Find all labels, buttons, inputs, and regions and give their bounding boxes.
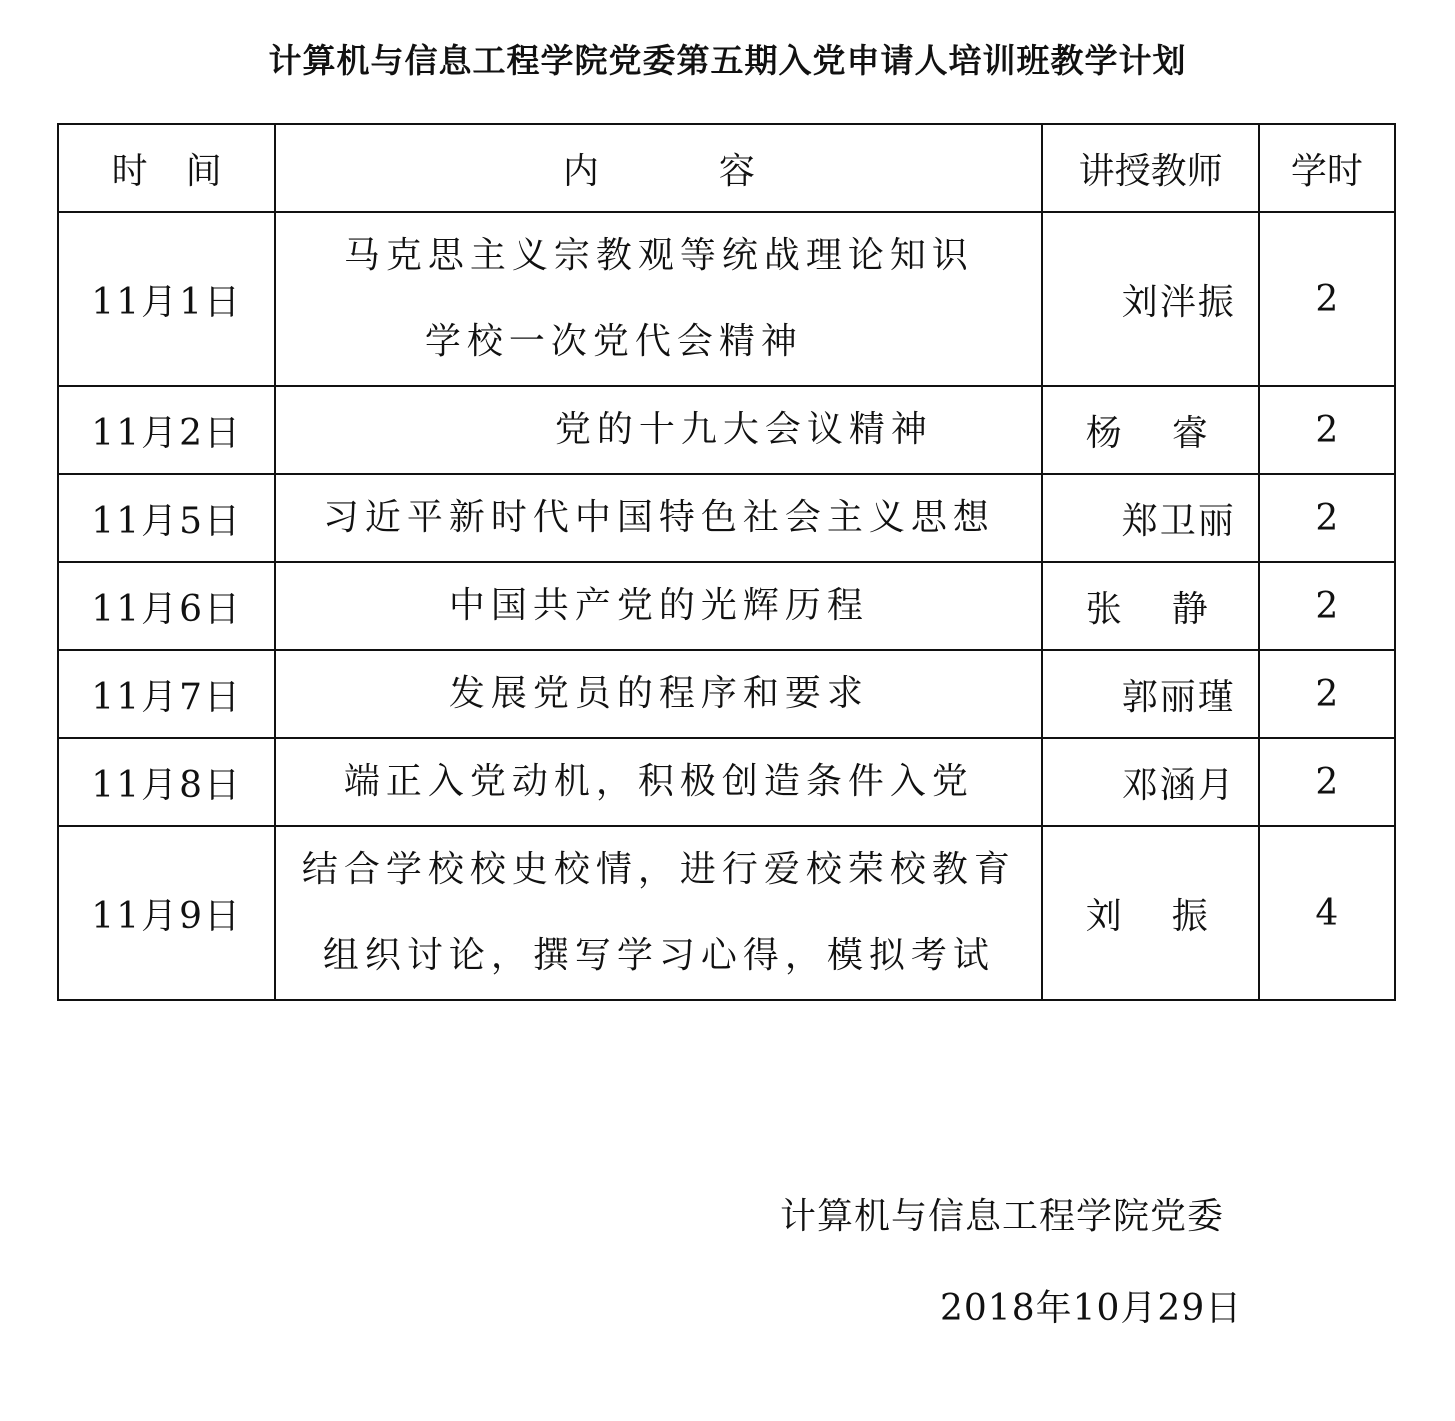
row-date: 11月8日 (58, 738, 275, 826)
header-date: 时间 (58, 124, 275, 212)
table-row (58, 386, 1395, 474)
teaching-plan-table (57, 123, 1396, 1001)
row-hours: 4 (1259, 826, 1395, 1000)
row-date: 11月1日 (58, 212, 275, 386)
row-date: 11月6日 (58, 562, 275, 650)
table-row (58, 474, 1395, 562)
row-hours: 2 (1259, 650, 1395, 738)
row-content (275, 650, 1042, 738)
header-teacher: 讲授教师 (1042, 124, 1258, 212)
row-hours: 2 (1259, 474, 1395, 562)
content-line: 端正入党动机，积极创造条件入党 (343, 761, 974, 802)
table-row (58, 738, 1395, 826)
content-line: 结合学校校史校情，进行爱校荣校教育 (301, 849, 1016, 890)
row-date: 11月7日 (58, 650, 275, 738)
content-line: 发展党员的程序和要求 (448, 673, 869, 714)
document-title: 计算机与信息工程学院党委第五期入党申请人培训班教学计划 (268, 41, 1187, 80)
row-hours: 2 (1259, 562, 1395, 650)
row-hours: 2 (1259, 386, 1395, 474)
table-row (58, 826, 1395, 1000)
signature-organization: 计算机与信息工程学院党委 (780, 1196, 1225, 1237)
content-line: 党的十九大会议精神 (554, 409, 933, 450)
row-content (275, 562, 1042, 650)
row-content (275, 386, 1042, 474)
row-content (275, 474, 1042, 562)
header-content: 内容 (275, 124, 1042, 212)
row-teacher: 张静 (1042, 562, 1258, 650)
row-date: 11月9日 (58, 826, 275, 1000)
content-line: 学校一次党代会精神 (424, 321, 803, 362)
row-teacher: 郭丽瑾 (1042, 650, 1258, 738)
row-teacher: 刘泮振 (1042, 212, 1258, 386)
row-hours: 2 (1259, 212, 1395, 386)
row-teacher: 杨睿 (1042, 386, 1258, 474)
row-teacher: 刘振 (1042, 826, 1258, 1000)
row-teacher: 邓涵月 (1042, 738, 1258, 826)
row-content (275, 738, 1042, 826)
row-hours: 2 (1259, 738, 1395, 826)
table-row (58, 562, 1395, 650)
row-date: 11月2日 (58, 386, 275, 474)
row-content (275, 826, 1042, 1000)
content-line: 中国共产党的光辉历程 (448, 585, 869, 626)
header-hours: 学时 (1259, 124, 1395, 212)
row-date: 11月5日 (58, 474, 275, 562)
table-header-row (58, 124, 1395, 212)
content-line: 马克思主义宗教观等统战理论知识 (343, 235, 974, 276)
content-line: 组织讨论，撰写学习心得，模拟考试 (322, 935, 995, 976)
row-content (275, 212, 1042, 386)
row-teacher: 郑卫丽 (1042, 474, 1258, 562)
table-row (58, 650, 1395, 738)
content-line: 习近平新时代中国特色社会主义思想 (322, 497, 995, 538)
table-row (58, 212, 1395, 386)
signature-date: 2018年10月29日 (940, 1288, 1243, 1329)
